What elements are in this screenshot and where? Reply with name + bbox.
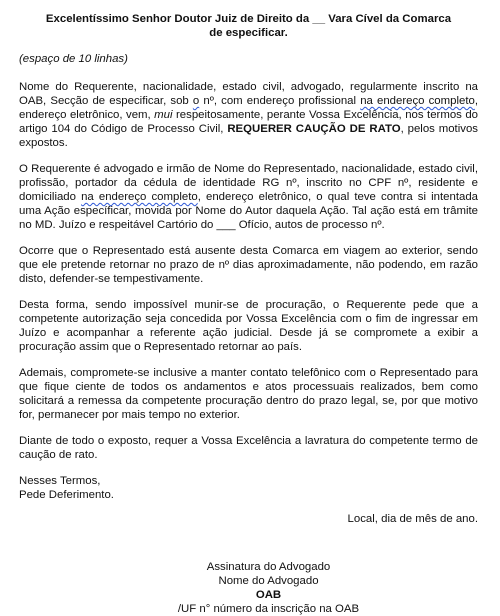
paragraph-text: Nome do Requerente, nacionalidade, estado civil, advogado, regularmente inscrito na OAB, Secção de especificar, sob [19,81,478,107]
spellcheck-flagged-text: na endereço completo [360,95,475,107]
header-line-1: Excelentíssimo Senhor Doutor Juiz de Direito da __ Vara Cível da Comarca [45,13,452,25]
paragraph-facts [19,162,478,232]
header-line-2: de especificar. [209,27,288,39]
paragraph-text: , endereço eletrônico, vem, [19,95,479,121]
lawyer-name: Nome do Advogado [218,575,319,587]
oab-label: OAB [255,589,282,601]
paragraph-request: Diante de todo o exposto, requer a Vossa Excelência a lavratura do competente termo de caução de rato. [19,435,478,461]
place-date: Local, dia de mês de ano. [347,513,478,525]
paragraph-text: , endereço eletrônico, o qual teve contra si intentada uma Ação específicar, movida por Nome do Autor daquela Ação. Tal ação está em trâmite no MD. Juízo e respeitável Cartório do ___ Ofício, autos de processo nº. [19,191,478,231]
italic-text: mui [154,109,173,121]
paragraph-absence: Ocorre que o Representado está ausente desta Comarca em viagem ao exterior, sendo que ele pretende retornar no prazo de nº dias aproximadamente, não podendo, em razão disto, defender-se tempestivamente. [19,245,478,285]
paragraph-text: , pelos motivos expostos. [19,123,478,149]
signature-block [19,560,478,616]
spacing-note [19,52,478,66]
oab-line [59,588,478,616]
paragraph-authorization: Desta forma, sendo impossível munir-se de procuração, o Requerente pede que a competente autorização seja concedida por Vossa Excelência com o fim de ingressar em Juízo e acompanhar a referente ação judicial. Desde já se compromete a exibir a procuração assim que o Representado retornar ao país. [19,299,478,353]
paragraph-commitment: Ademais, compromete-se inclusive a manter contato telefônico com o Representado para que fique ciente de todos os andamentos e atos processuais realizados, bem como solicitará a remessa da competente procuração dentro do prazo legal, se, por que motivo for, permanecer por mais tempo no exterior. [19,367,478,421]
spacing-note-text: (espaço de 10 linhas) [19,53,128,65]
document-header [19,12,478,40]
oab-number: /UF n° número da inscrição na OAB [177,603,360,615]
closing-block [19,474,478,502]
closing-line-1: Nesses Termos, [19,475,101,487]
signature-line: Assinatura do Advogado [206,561,331,573]
paragraph-text: respeitosamente, perante Vossa Excelência, nos termos do artigo 104 do Código de Processo Civil, [19,109,478,135]
spellcheck-flagged-text: o [192,95,200,107]
paragraph-text: O Requerente é advogado e irmão de Nome do Representado, nacionalidade, estado civil, profissão, portador da cédula de identidade RG nº, inscrito no CPF nº, residente e domiciliado [19,163,478,203]
paragraph-qualification [19,80,478,150]
request-title: REQUERER CAUÇÃO DE RATO [227,123,401,135]
closing-line-2: Pede Deferimento. [19,489,114,501]
spellcheck-flagged-text: na endereço completo [81,191,198,203]
paragraph-text: nº, com endereço profissional [199,95,361,107]
